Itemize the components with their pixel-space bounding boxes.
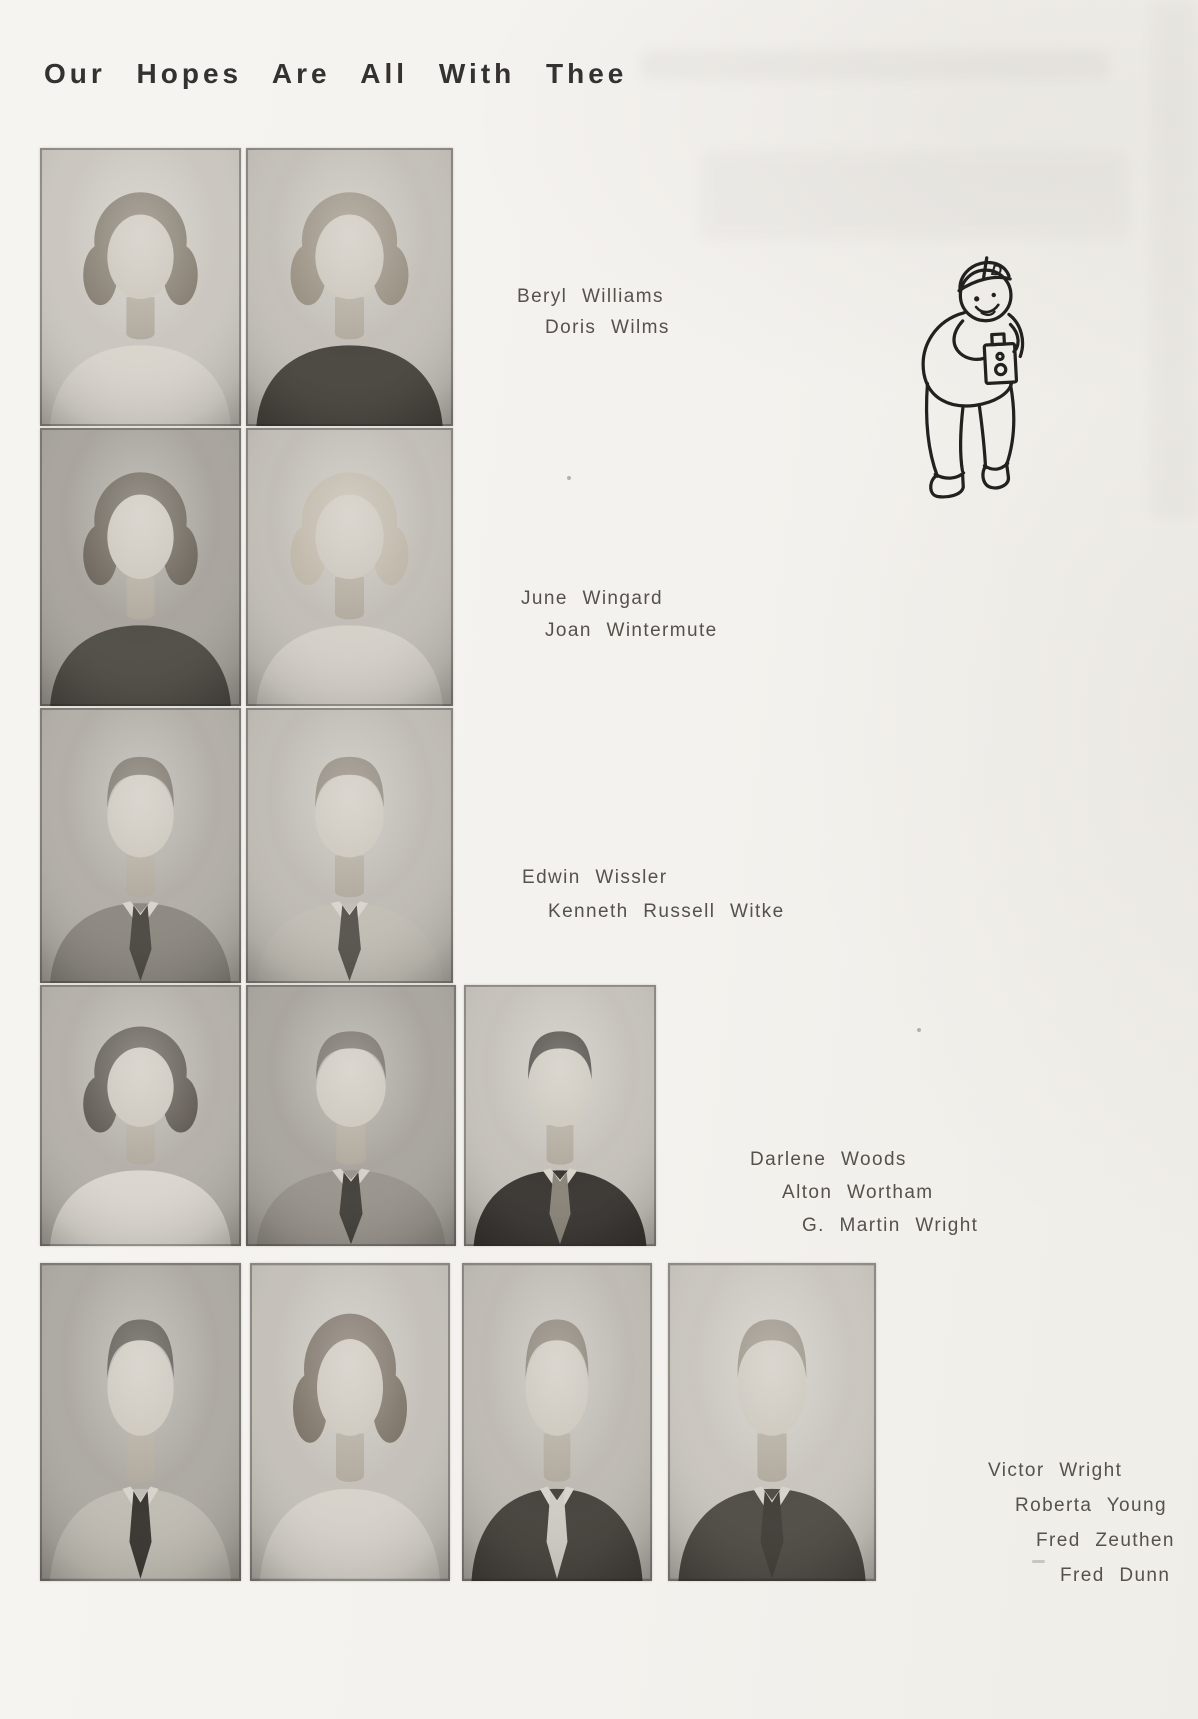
scan-speck	[917, 1028, 921, 1032]
student-name: June Wingard	[521, 588, 664, 609]
portrait-photo	[40, 1263, 241, 1581]
portrait-photo	[246, 428, 453, 706]
portrait-photo	[246, 985, 456, 1246]
mascot-cap-letter: D	[990, 261, 1003, 280]
mascot-eye	[991, 293, 996, 298]
name-caption-block	[521, 583, 718, 647]
student-name: Fred Dunn	[1060, 1565, 1171, 1586]
scan-smudge	[640, 50, 1110, 80]
scan-smudge	[700, 150, 1130, 240]
student-name: Alton Wortham	[782, 1182, 934, 1203]
portrait-photo	[462, 1263, 652, 1581]
scan-speck	[1032, 1560, 1045, 1563]
student-name: Roberta Young	[1015, 1495, 1167, 1516]
portrait-photo	[464, 985, 656, 1246]
student-name: Victor Wright	[988, 1460, 1123, 1481]
mascot-leg	[1003, 385, 1017, 464]
portrait-photo	[40, 148, 241, 426]
portrait-photo	[250, 1263, 450, 1581]
page-title: Our Hopes Are All With Thee	[44, 58, 628, 89]
student-name: G. Martin Wright	[802, 1215, 979, 1236]
name-caption-block	[988, 1453, 1175, 1593]
student-name: Beryl Williams	[517, 286, 664, 307]
scan-smudge	[1150, 0, 1198, 520]
portrait-photo	[40, 428, 241, 706]
student-name: Doris Wilms	[545, 317, 670, 338]
name-caption-block	[517, 281, 670, 343]
name-caption-block	[750, 1143, 978, 1242]
mascot-eye	[974, 296, 980, 302]
student-name: Kenneth Russell Witke	[548, 901, 785, 922]
student-name: Fred Zeuthen	[1036, 1530, 1175, 1551]
mascot-arm	[953, 320, 984, 361]
portrait-photo	[668, 1263, 876, 1581]
photographer-mascot-drawing	[889, 243, 1040, 508]
student-name: Darlene Woods	[750, 1149, 907, 1170]
portrait-photo	[246, 708, 453, 983]
portrait-photo	[246, 148, 453, 426]
portrait-photo	[40, 708, 241, 983]
student-name: Edwin Wissler	[522, 867, 668, 888]
mascot-camera-lens	[995, 364, 1006, 375]
scan-speck	[567, 476, 571, 480]
name-caption-block	[522, 861, 785, 929]
student-name: Joan Wintermute	[545, 620, 718, 641]
portrait-photo	[40, 985, 241, 1246]
